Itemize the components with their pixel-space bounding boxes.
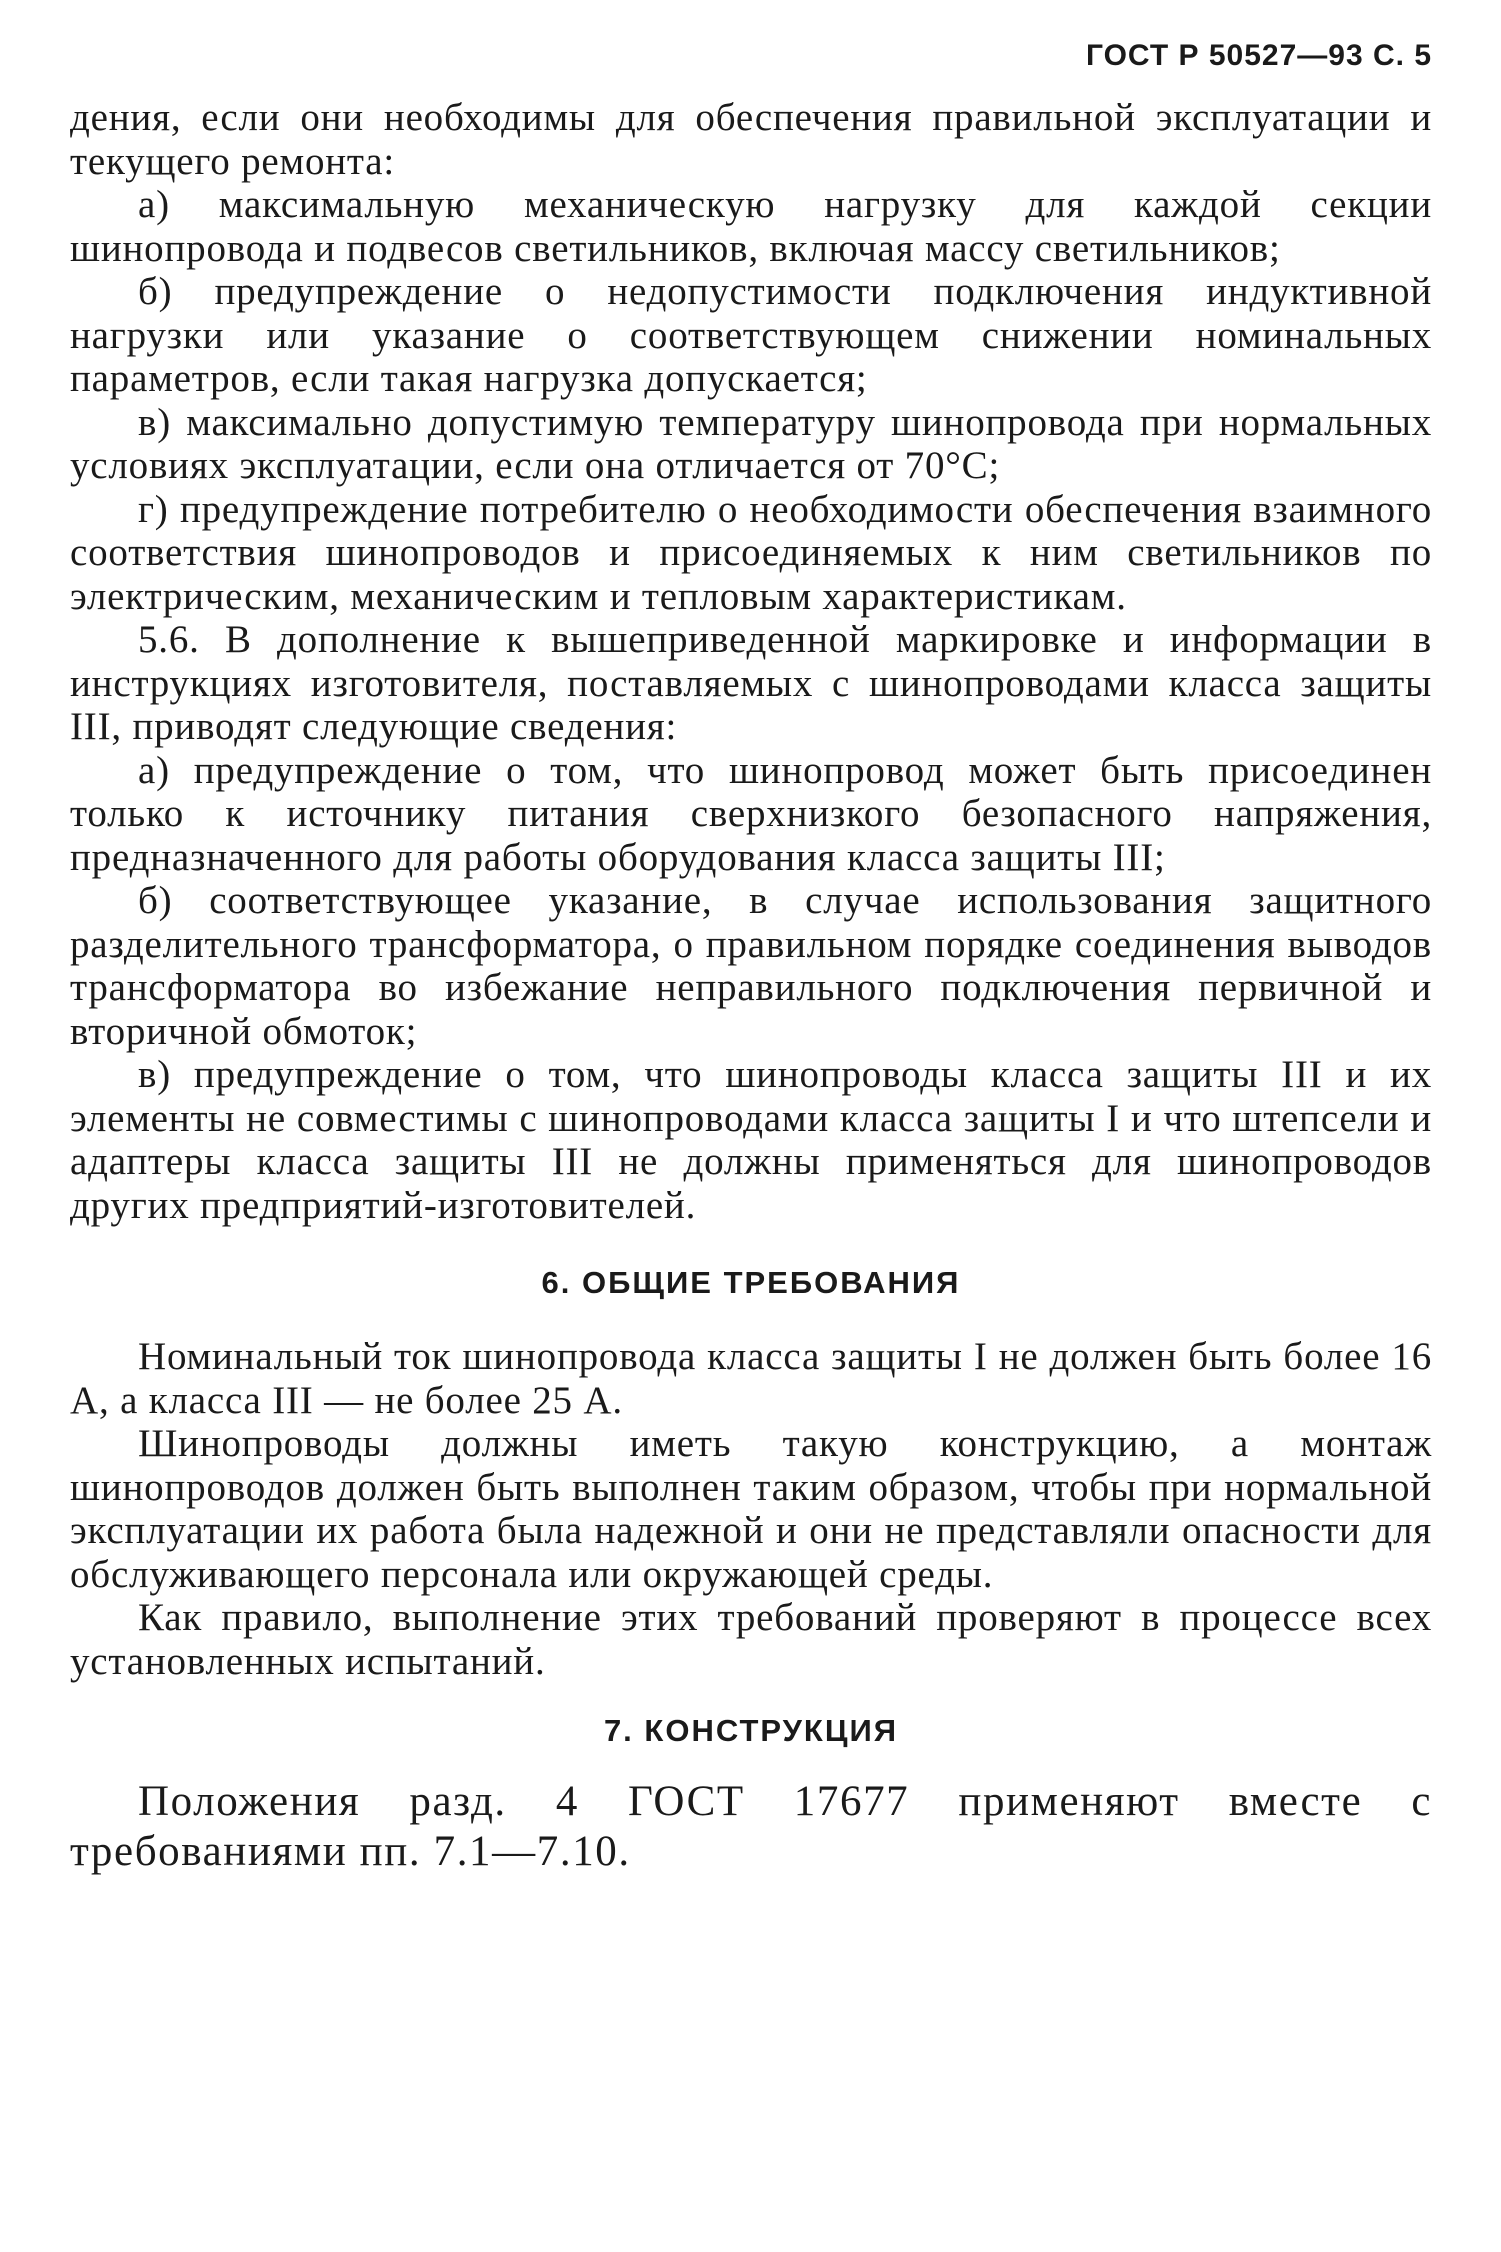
paragraph: г) предупреждение потребителю о необходимости обеспечения взаимного соответствия шинопроводов и присоединяемых к ним светильников по электрическим, механическим и тепловым характеристикам.	[70, 487, 1432, 618]
paragraph: в) максимально допустимую температуру шинопровода при нормальных условиях эксплуатации, если она отличается от 70°С;	[70, 400, 1432, 487]
paragraph: дения, если они необходимы для обеспечения правильной эксплуатации и текущего ремонта:	[70, 96, 1432, 183]
page-header: ГОСТ Р 50527—93 С. 5	[1085, 39, 1432, 72]
paragraph: а) предупреждение о том, что шинопровод может быть присоединен только к источнику питания сверхнизкого безопасного напряжения, предназначенного для работы оборудования класса защиты III;	[70, 748, 1432, 879]
document-page	[70, 36, 1432, 1877]
paragraph: а) максимальную механическую нагрузку для каждой секции шинопровода и подвесов светильников, включая массу светильников;	[70, 183, 1432, 270]
paragraph: в) предупреждение о том, что шинопроводы класса защиты III и их элементы не совместимы с шинопроводами класса защиты I и что штепсели и адаптеры класса защиты III не должны применяться для шинопроводов других предприятий-изготовителей.	[70, 1053, 1432, 1227]
section-7-title: 7. КОНСТРУКЦИЯ	[603, 1713, 899, 1748]
paragraph: Номинальный ток шинопровода класса защиты I не должен быть более 16 А, а класса III — не более 25 А.	[70, 1335, 1432, 1422]
paragraph: Положения разд. 4 ГОСТ 17677 применяют вместе с требованиями пп. 7.1—7.10.	[70, 1778, 1432, 1875]
body-text	[70, 96, 1432, 1227]
section-6-body	[70, 1335, 1432, 1683]
paragraph: Шинопроводы должны иметь такую конструкцию, а монтаж шинопроводов должен быть выполнен таким образом, чтобы при нормальной эксплуатации их работа была надежной и они не представляли опасности для обслуживающего персонала или окружающей среды.	[70, 1422, 1432, 1596]
paragraph: б) соответствующее указание, в случае использования защитного разделительного трансформатора, о правильном порядке соединения выводов трансформатора во избежание неправильного подключения первичной и вторичной обмоток;	[70, 879, 1432, 1053]
section-7-body	[70, 1777, 1432, 1877]
paragraph: Как правило, выполнение этих требований проверяют в процессе всех установленных испытаний.	[70, 1596, 1432, 1683]
paragraph: 5.6. В дополнение к вышеприведенной маркировке и информации в инструкциях изготовителя, поставляемых с шинопроводами класса защиты III, приводят следующие сведения:	[70, 618, 1432, 748]
section-6-title: 6. ОБЩИЕ ТРЕБОВАНИЯ	[541, 1265, 961, 1300]
paragraph: б) предупреждение о недопустимости подключения индуктивной нагрузки или указание о соответствующем снижении номинальных параметров, если такая нагрузка допускается;	[70, 270, 1432, 400]
